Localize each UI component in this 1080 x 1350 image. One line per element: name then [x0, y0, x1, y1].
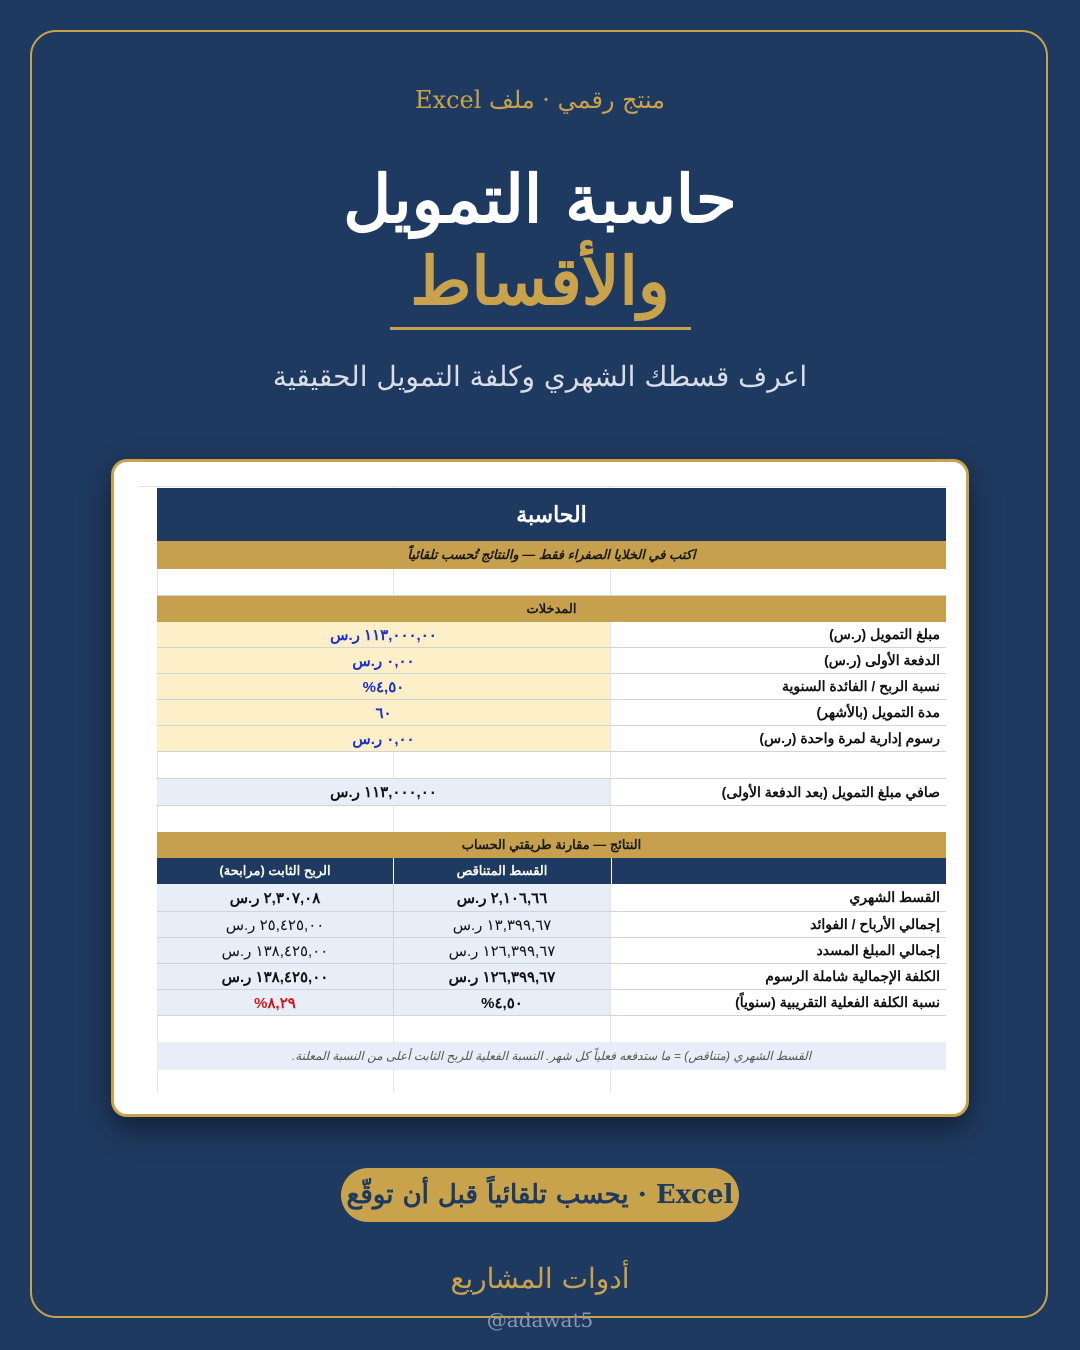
brand-name: أدوات المشاريع	[450, 1262, 630, 1295]
result-label: إجمالي الأرباح / الفوائد	[810, 916, 940, 932]
inputs-header-row	[157, 596, 946, 622]
results-header: النتائج — مقارنة طريقتي الحساب	[461, 837, 642, 852]
results-header-row	[157, 832, 946, 858]
input-label: مبلغ التمويل (ر.س)	[829, 626, 940, 642]
instruction-row	[157, 541, 946, 569]
results-column-headers	[157, 858, 946, 884]
input-row-amount	[157, 622, 946, 648]
fixed-value: ١٣٨,٤٢٥,٠٠ ر.س	[157, 938, 393, 963]
excel-badge: Excel · يحسب تلقائياً قبل أن توقّع	[341, 1168, 739, 1222]
grid-line	[138, 486, 946, 487]
declining-value: ٢,١٠٦,٦٦ ر.س	[393, 884, 610, 911]
term-months-input[interactable]: ٦٠	[157, 700, 610, 725]
instruction-text: اكتب في الخلايا الصفراء فقط — والنتائج تُحسب تلقائياً	[407, 547, 696, 562]
social-handle: @adawat5	[486, 1308, 594, 1332]
inputs-header: المدخلات	[526, 601, 577, 616]
result-row-profit	[157, 912, 946, 938]
note-text: القسط الشهري (متناقص) = ما ستدفعه فعلياً كل شهر. النسبة الفعلية للربح الثابت أعلى من النسبة المعلنة.	[291, 1049, 812, 1063]
page-title-line1: حاسبة التمويل	[343, 160, 737, 238]
net-amount-value: ١١٣,٠٠٠,٠٠ ر.س	[157, 779, 610, 805]
note-row	[157, 1042, 946, 1070]
fixed-value: ٨,٢٩%	[157, 990, 393, 1015]
result-label: إجمالي المبلغ المسدد	[816, 942, 940, 958]
column-header-blank	[611, 858, 946, 884]
title-underline	[390, 327, 691, 330]
fixed-value: ٢٥,٤٢٥,٠٠ ر.س	[157, 912, 393, 937]
input-row-fees	[157, 726, 946, 752]
fixed-value: ١٣٨,٤٢٥,٠٠ ر.س	[157, 964, 393, 989]
input-label: مدة التمويل (بالأشهر)	[816, 704, 940, 720]
down-payment-input[interactable]: ٠,٠٠ ر.س	[157, 648, 610, 673]
result-label: نسبة الكلفة الفعلية التقريبية (سنوياً)	[735, 994, 940, 1010]
financing-amount-input[interactable]: ١١٣,٠٠٠,٠٠ ر.س	[157, 622, 610, 647]
page-title-line2: والأقساط	[410, 242, 670, 320]
result-label: الكلفة الإجمالية شاملة الرسوم	[765, 968, 940, 984]
page-subtitle: اعرف قسطك الشهري وكلفة التمويل الحقيقية	[272, 360, 808, 393]
empty-row	[157, 1016, 946, 1042]
declining-value: ١٢٦,٣٩٩,٦٧ ر.س	[393, 938, 610, 963]
sheet-title: الحاسبة	[516, 501, 587, 527]
admin-fees-input[interactable]: ٠,٠٠ ر.س	[157, 726, 610, 751]
result-row-total-paid	[157, 938, 946, 964]
input-row-term	[157, 700, 946, 726]
empty-row	[157, 806, 946, 832]
sheet-title-row	[157, 488, 946, 541]
result-label: القسط الشهري	[849, 889, 940, 905]
spreadsheet-card	[111, 459, 969, 1117]
result-row-total-cost	[157, 964, 946, 990]
input-row-rate	[157, 674, 946, 700]
net-amount-row	[157, 779, 946, 806]
calculator-sheet	[138, 486, 946, 1092]
annual-rate-input[interactable]: ٤,٥٠%	[157, 674, 610, 699]
input-label: الدفعة الأولى (ر.س)	[824, 652, 940, 668]
product-eyebrow: منتج رقمي · ملف Excel	[415, 86, 665, 114]
declining-value: ١٢٦,٣٩٩,٦٧ ر.س	[393, 964, 610, 989]
declining-value: ١٣,٣٩٩,٦٧ ر.س	[393, 912, 610, 937]
result-row-effective-rate	[157, 990, 946, 1016]
declining-value: ٤,٥٠%	[393, 990, 610, 1015]
fixed-value: ٢,٣٠٧,٠٨ ر.س	[157, 884, 393, 911]
empty-row	[157, 569, 946, 596]
column-header-declining: القسط المتناقص	[393, 858, 610, 884]
input-label: نسبة الربح / الفائدة السنوية	[782, 678, 940, 694]
empty-row	[157, 752, 946, 779]
net-amount-label: صافي مبلغ التمويل (بعد الدفعة الأولى)	[721, 783, 940, 800]
input-row-downpayment	[157, 648, 946, 674]
input-label: رسوم إدارية لمرة واحدة (ر.س)	[759, 730, 940, 746]
result-row-monthly	[157, 884, 946, 912]
column-header-fixed: الربح الثابت (مرابحة)	[219, 863, 331, 878]
